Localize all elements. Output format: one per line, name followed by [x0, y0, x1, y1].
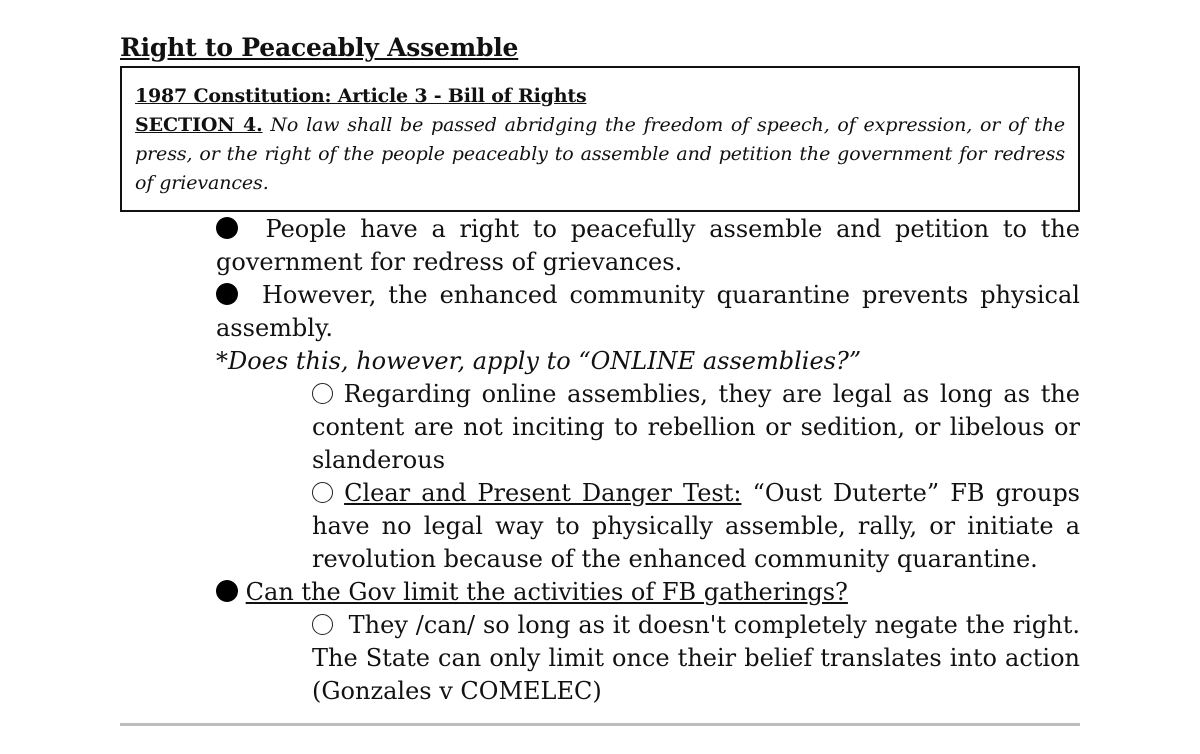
section-label: SECTION 4.	[135, 114, 263, 136]
filled-bullet-icon	[216, 580, 238, 602]
list-item	[216, 279, 1080, 345]
section-4-text	[135, 111, 1065, 198]
page-divider	[120, 723, 1080, 726]
document-page	[120, 30, 1080, 708]
list-item	[216, 576, 1080, 609]
filled-bullet-icon	[216, 283, 238, 305]
list-item	[216, 213, 1080, 279]
bullet-text: People have a right to peacefully assemble and petition to the government for redress of grievances.	[216, 215, 1080, 276]
open-bullet-icon	[312, 614, 333, 635]
notes	[120, 213, 1080, 708]
section-quote: No law shall be passed abridging the freedom of speech, of expression, or of the press, or the right of the people peaceably to assemble and petition the government for redress of grievances.	[135, 114, 1065, 194]
test-label: Clear and Present Danger Test:	[344, 479, 742, 507]
bullet-text: Regarding online assemblies, they are legal as long as the content are not inciting to rebellion or sedition, or libelous or slanderous	[312, 380, 1080, 474]
constitution-heading: 1987 Constitution: Article 3 - Bill of Rights	[135, 85, 587, 107]
bullet-text: However, the enhanced community quarantine prevents physical assembly.	[216, 281, 1080, 342]
bullet-text: Can the Gov limit the activities of FB gatherings?	[245, 578, 848, 606]
bullet-text: “Oust Duterte” FB groups have no legal way to physically assemble, rally, or initiate a revolution because of the enhanced community quarantine.	[312, 479, 1080, 573]
open-bullet-icon	[312, 482, 333, 503]
page-title: Right to Peaceably Assemble	[120, 33, 519, 62]
filled-bullet-icon	[216, 217, 238, 239]
open-bullet-icon	[312, 383, 333, 404]
constitution-box	[120, 66, 1080, 212]
list-item	[312, 609, 1080, 708]
bullet-text: They /can/ so long as it doesn't completely negate the right. The State can only limit once their belief translates into action (Gonzales v COMELEC)	[312, 611, 1080, 705]
question-line: *Does this, however, apply to “ONLINE assemblies?”	[216, 347, 862, 375]
list-item	[312, 477, 1080, 576]
list-item	[312, 378, 1080, 477]
